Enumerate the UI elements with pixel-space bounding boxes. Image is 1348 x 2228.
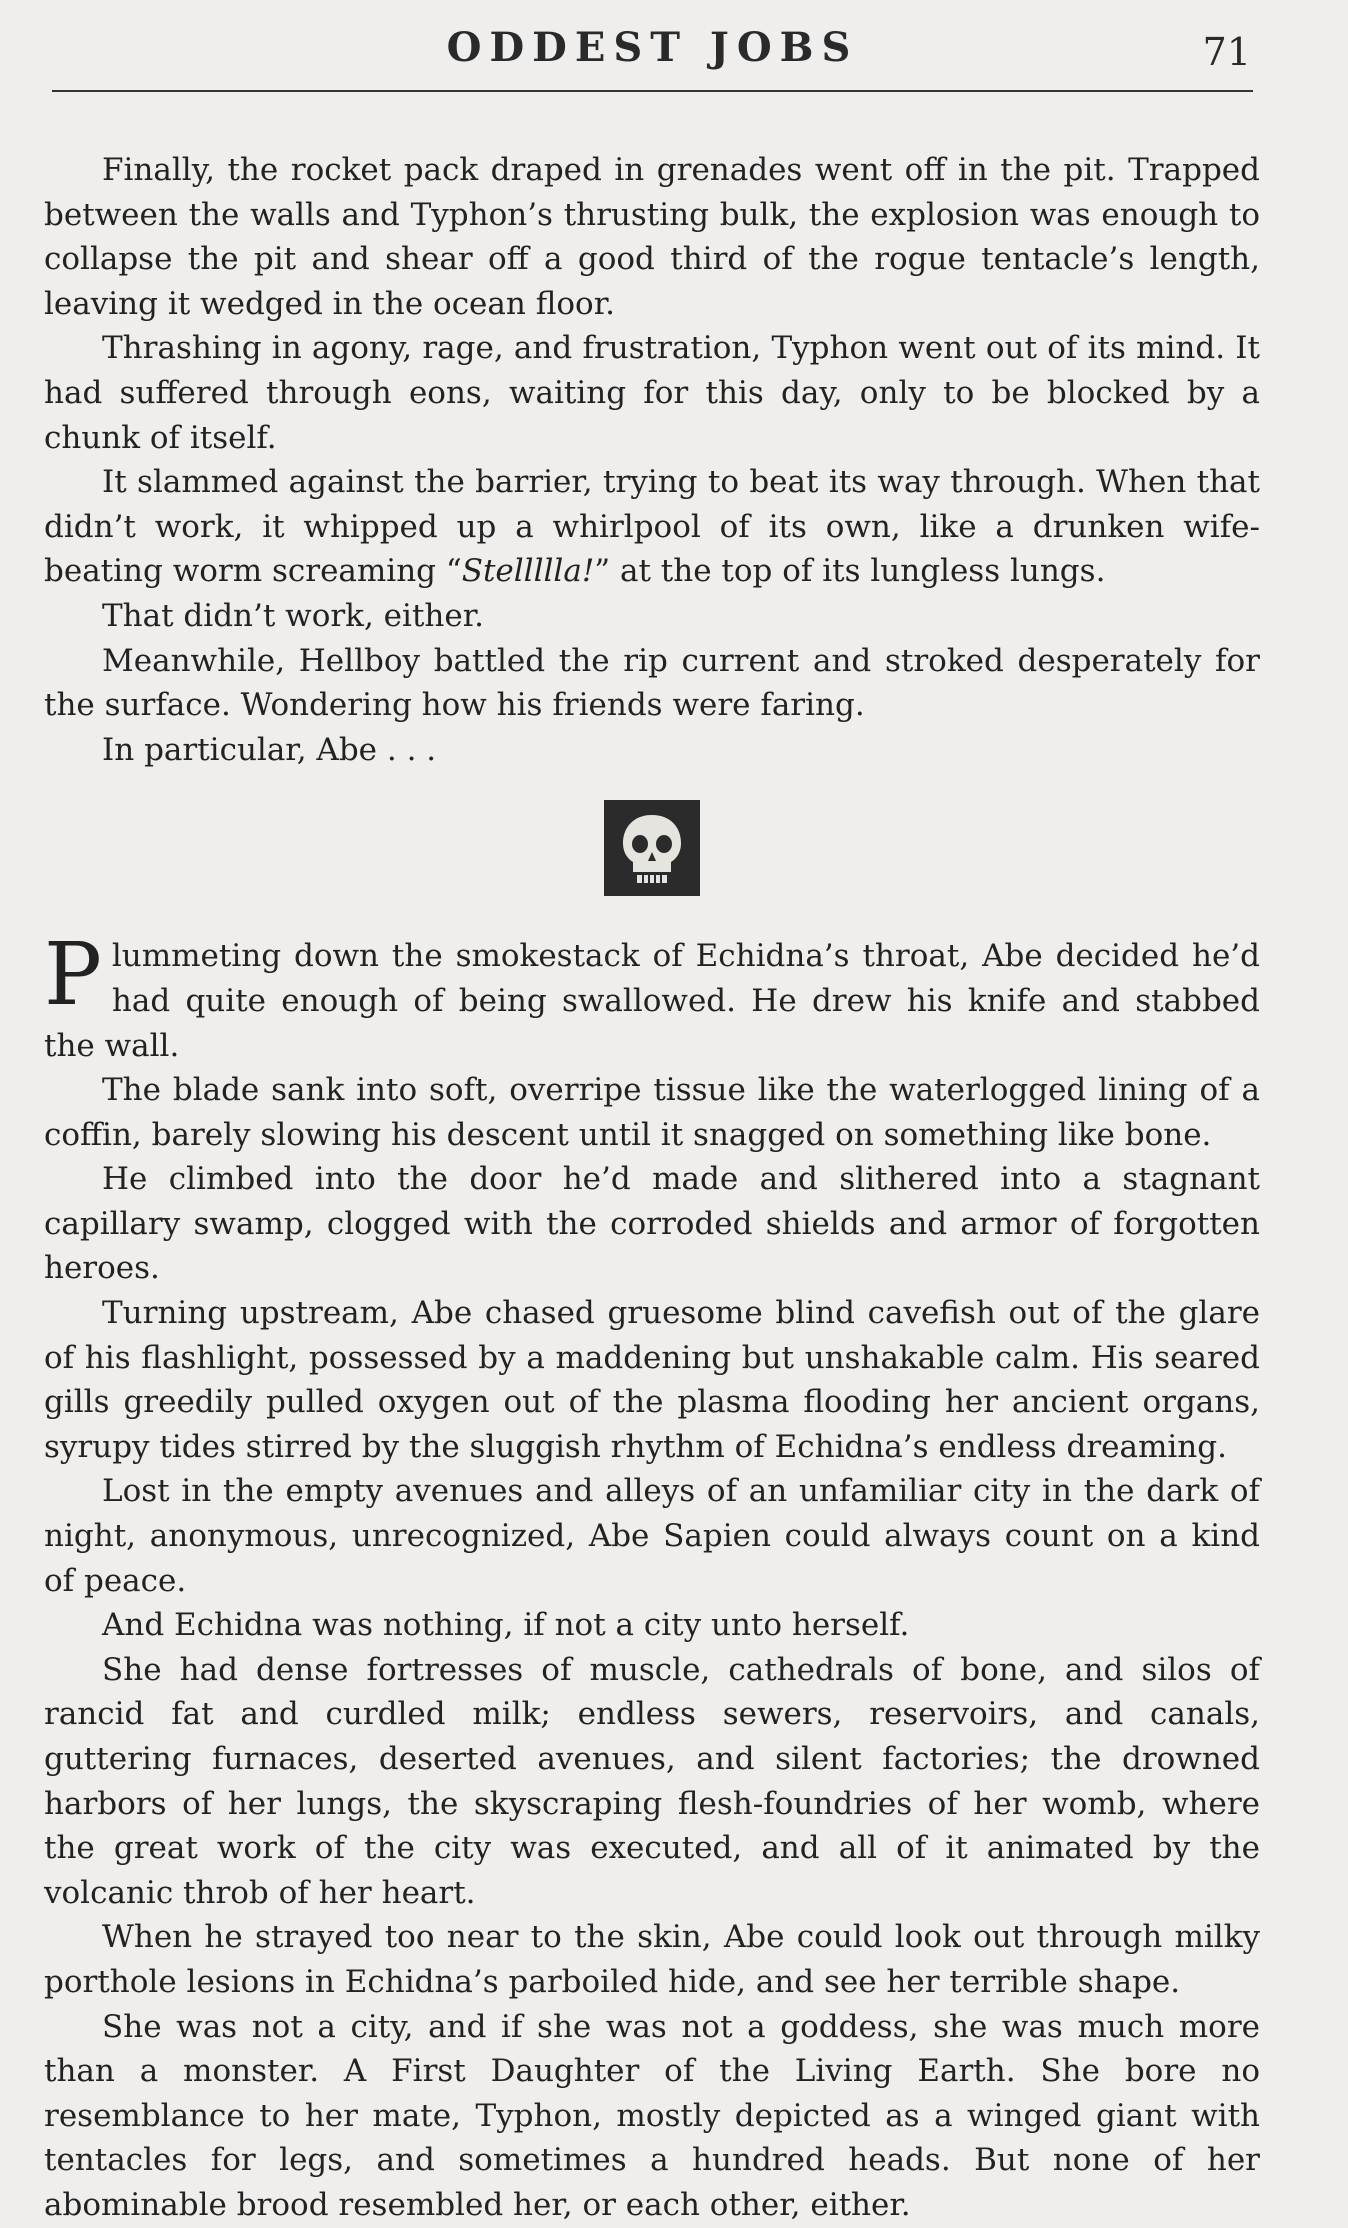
paragraph: And Echidna was nothing, if not a city unto herself. (102, 1607, 910, 1644)
paragraph-text: It slammed against the barrier, trying to beat its way through. When that didn’t work, it whipped up a whirlpool of its own, like a drunken wife-beating worm screaming “ (44, 464, 1260, 590)
paragraph: She was not a city, and if she was not a goddess, she was much more than a monster. A First Daughter of the Living Earth. She bore no resemblance to her mate, Typhon, mostly depicted as a winged giant with tentacles for legs, and sometimes a hundred heads. But none of her abominable brood resembled her, or each other, either. (44, 2008, 1260, 2223)
body-text (44, 148, 1260, 2228)
drop-cap: P (44, 925, 102, 1026)
paragraph: Thrashing in agony, rage, and frustration, Typhon went out of its mind. It had suffered through eons, waiting for this day, only to be blocked by a chunk of itself. (44, 330, 1260, 456)
paragraph: Meanwhile, Hellboy battled the rip current and stroked desperately for the surface. Wondering how his friends were faring. (44, 642, 1260, 724)
paragraph: The blade sank into soft, overripe tissue like the waterlogged lining of a coffin, barely slowing his descent until it snagged on something like bone. (44, 1072, 1260, 1153)
paragraph: Turning upstream, Abe chased gruesome blind cavefish out of the glare of his flashlight, possessed by a maddening but unshakable calm. His seared gills greedily pulled oxygen out of the plasma flooding her ancient organs, syrupy tides stirred by the sluggish rhythm of Echidna’s endless dreaming. (44, 1295, 1260, 1465)
italic-text: Stellllla! (461, 553, 595, 590)
skull-icon-graphic (617, 809, 687, 887)
paragraph: That didn’t work, either. (102, 597, 484, 634)
paragraph-text: lummeting down the smokestack of Echidna’s throat, Abe decided he’d had quite enough of being swallowed. He drew his knife and stabbed the wall. (44, 938, 1260, 1064)
paragraph: When he strayed too near to the skin, Abe could look out through milky porthole lesions in Echidna’s parboiled hide, and see her terrible shape. (44, 1919, 1260, 2000)
paragraph: In particular, Abe . . . (102, 731, 437, 768)
running-head (52, 18, 1253, 92)
paragraph: Lost in the empty avenues and alleys of an unfamiliar city in the dark of night, anonymous, unrecognized, Abe Sapien could always count on a kind of peace. (44, 1473, 1260, 1599)
paragraph-text: ” at the top of its lungless lungs. (594, 553, 1106, 590)
paragraph (44, 460, 1260, 594)
opening-paragraph (44, 925, 1260, 1068)
chapter-title: ODDEST JOBS (446, 24, 859, 71)
paragraph: Finally, the rocket pack draped in grenades went off in the pit. Trapped between the walls and Typhon’s thrusting bulk, the explosion was enough to collapse the pit and shear off a good third of the rogue tentacle’s length, leaving it wedged in the ocean floor. (44, 152, 1260, 322)
paragraph: He climbed into the door he’d made and slithered into a stagnant capillary swamp, clogged with the corroded shields and armor of forgotten heroes. (44, 1161, 1260, 1287)
page-number: 71 (1202, 30, 1251, 74)
skull-icon (604, 800, 700, 896)
paragraph: She had dense fortresses of muscle, cathedrals of bone, and silos of rancid fat and curdled milk; endless sewers, reservoirs, and canals, guttering furnaces, deserted avenues, and silent factories; the drowned harbors of her lungs, the skyscraping flesh-foundries of her womb, where the great work of the city was executed, and all of it animated by the volcanic throb of her heart. (44, 1651, 1260, 1911)
